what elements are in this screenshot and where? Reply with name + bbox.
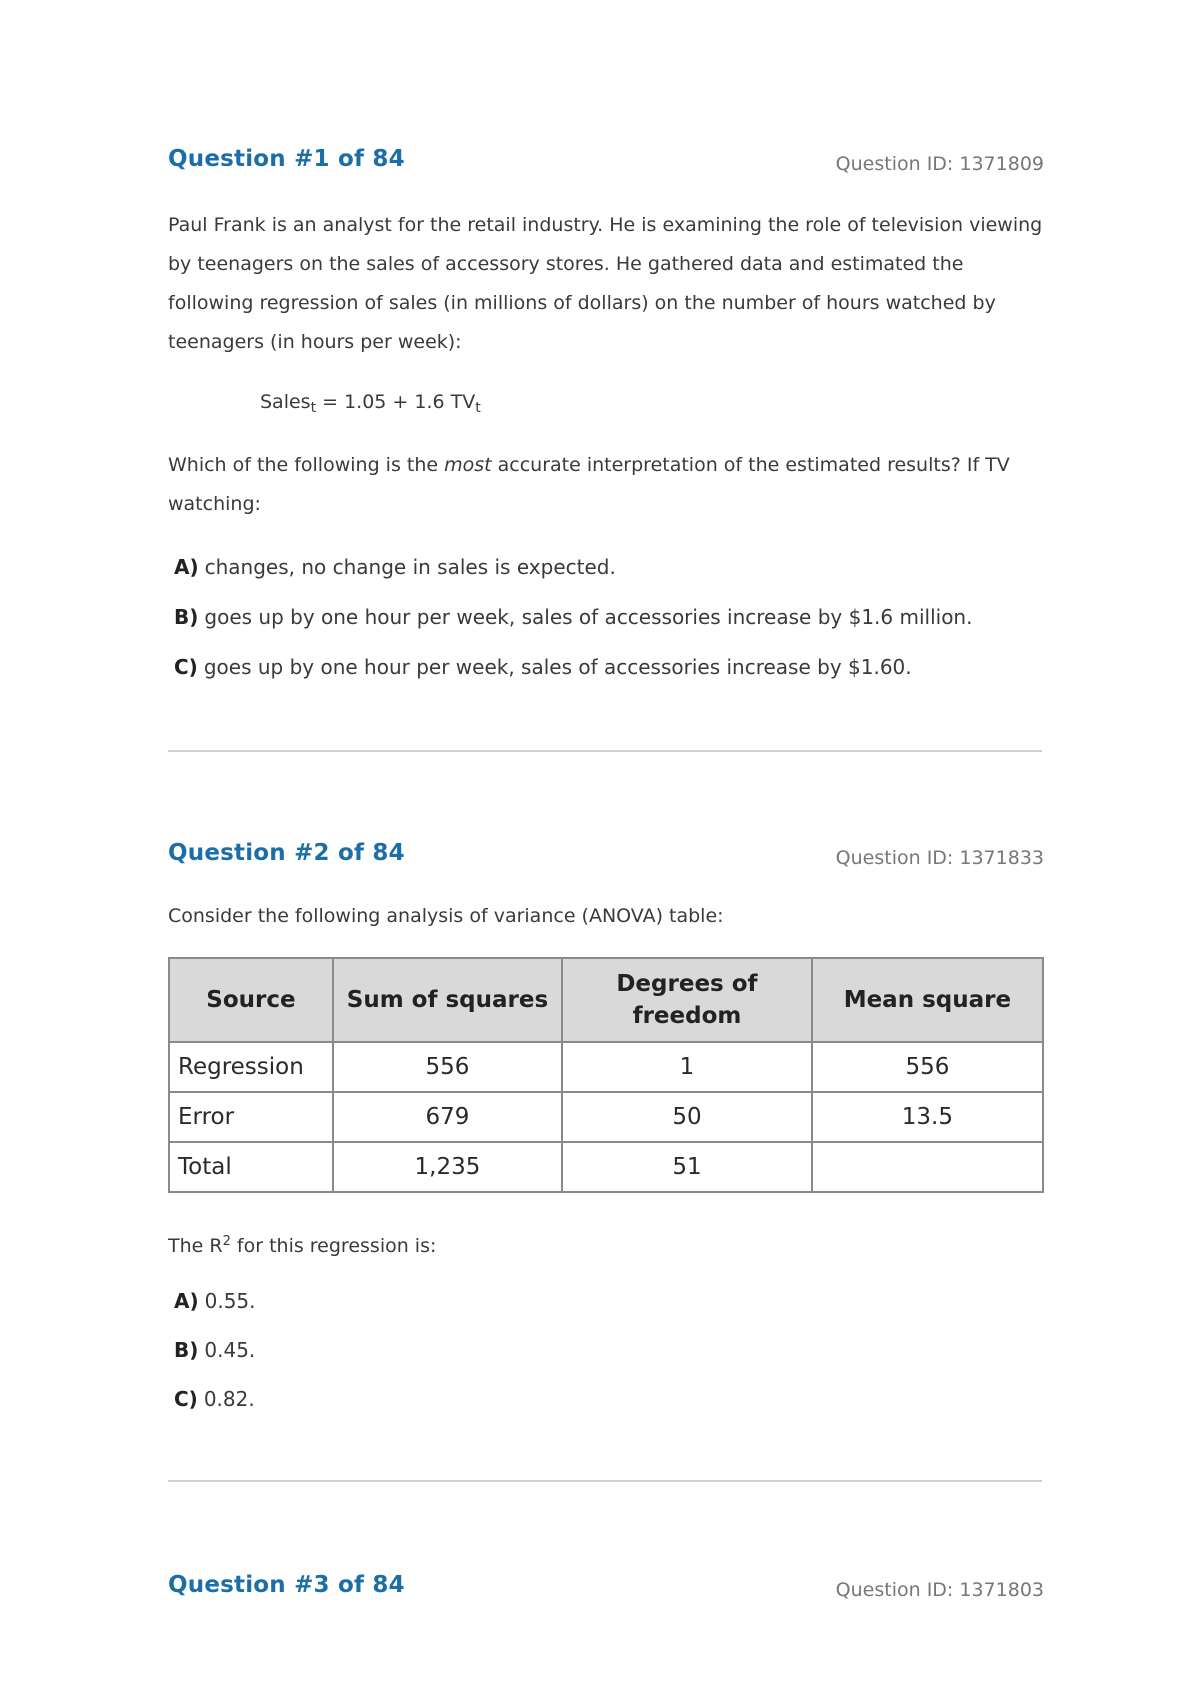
table-row — [169, 1142, 1043, 1192]
header-text: Degrees of freedom — [616, 971, 758, 1029]
question-1-id — [836, 153, 1044, 175]
answer-option-a[interactable] — [174, 1289, 256, 1313]
answer-option-c[interactable] — [174, 1387, 255, 1411]
question-divider — [168, 1480, 1042, 1482]
question-id-label: Question ID: — [835, 153, 954, 175]
question-1-stem: Paul Frank is an analyst for the retail industry. He is examining the role of television viewing by teenagers on the sales of accessory stores. He gathered data and estimated the following regression of sales (in millions of dollars) on the number of hours watched by teenagers (in hours per week): — [168, 214, 1043, 353]
table-cell: Error — [169, 1092, 333, 1142]
question-2-id — [836, 847, 1044, 869]
answer-text: changes, no change in sales is expected. — [204, 555, 616, 579]
anova-table — [168, 957, 1044, 1193]
formula-middle: = 1.05 + 1.6 TV — [316, 391, 476, 413]
table-cell: 13.5 — [812, 1092, 1043, 1142]
table-cell — [812, 1142, 1043, 1192]
question-2-header — [168, 840, 1044, 880]
answer-letter: C) — [174, 655, 198, 679]
answer-letter: B) — [174, 605, 199, 629]
table-cell: 1,235 — [333, 1142, 562, 1192]
prompt-emphasis: most — [444, 454, 492, 476]
answer-option-c[interactable] — [174, 655, 912, 679]
question-2-prompt — [168, 1222, 1044, 1266]
question-1-header — [168, 146, 1044, 186]
answer-text: 0.45. — [204, 1338, 256, 1362]
answer-option-b[interactable] — [174, 605, 972, 629]
table-header-mean-square: Mean square — [812, 958, 1043, 1042]
prompt-text: Which of the following is the — [168, 454, 445, 476]
question-id-value: 1371809 — [959, 153, 1044, 175]
table-cell: 556 — [333, 1042, 562, 1092]
answer-option-a[interactable] — [174, 555, 616, 579]
table-cell: Total — [169, 1142, 333, 1192]
prompt-text: for this regression is: — [230, 1235, 437, 1257]
answer-text: 0.82. — [203, 1387, 255, 1411]
question-divider — [168, 750, 1042, 752]
question-id-value: 1371803 — [959, 1579, 1044, 1601]
question-1-title: Question #1 of 84 — [168, 146, 405, 172]
answer-letter: A) — [174, 555, 199, 579]
table-row — [169, 1042, 1043, 1092]
table-cell: 1 — [562, 1042, 812, 1092]
table-cell: 51 — [562, 1142, 812, 1192]
question-id-value: 1371833 — [959, 847, 1044, 869]
answer-text: 0.55. — [204, 1289, 256, 1313]
formula-lhs: Sales — [260, 391, 311, 413]
question-3-title: Question #3 of 84 — [168, 1572, 405, 1598]
question-2-stem: Consider the following analysis of variance (ANOVA) table: — [168, 905, 724, 927]
answer-letter: A) — [174, 1289, 199, 1313]
answer-option-b[interactable] — [174, 1338, 255, 1362]
formula-rhs-subscript: t — [475, 400, 481, 416]
table-cell: 556 — [812, 1042, 1043, 1092]
table-cell: 679 — [333, 1092, 562, 1142]
question-id-label: Question ID: — [835, 847, 954, 869]
answer-letter: C) — [174, 1387, 198, 1411]
question-3-id — [836, 1579, 1044, 1601]
answer-letter: B) — [174, 1338, 199, 1362]
table-row — [169, 1092, 1043, 1142]
prompt-text: The R — [168, 1235, 223, 1257]
answer-text: goes up by one hour per week, sales of accessories increase by $1.6 million. — [204, 605, 973, 629]
question-3-header — [168, 1572, 1044, 1612]
table-header-degrees-of-freedom — [562, 958, 812, 1042]
answer-text: goes up by one hour per week, sales of accessories increase by $1.60. — [203, 655, 912, 679]
question-id-label: Question ID: — [835, 1579, 954, 1601]
prompt-text: accurate interpretation of the estimated results? If TV watching: — [168, 454, 1010, 515]
formula-lhs-subscript: t — [310, 400, 317, 416]
regression-formula — [260, 391, 481, 416]
table-cell: 50 — [562, 1092, 812, 1142]
question-2-title: Question #2 of 84 — [168, 840, 405, 866]
table-header-source: Source — [169, 958, 333, 1042]
table-header-sum-of-squares: Sum of squares — [333, 958, 562, 1042]
table-cell: Regression — [169, 1042, 333, 1092]
table-header-row — [169, 958, 1043, 1042]
document-page — [168, 0, 1044, 1698]
r-squared-superscript: 2 — [222, 1234, 231, 1249]
question-1-prompt — [168, 446, 1044, 524]
